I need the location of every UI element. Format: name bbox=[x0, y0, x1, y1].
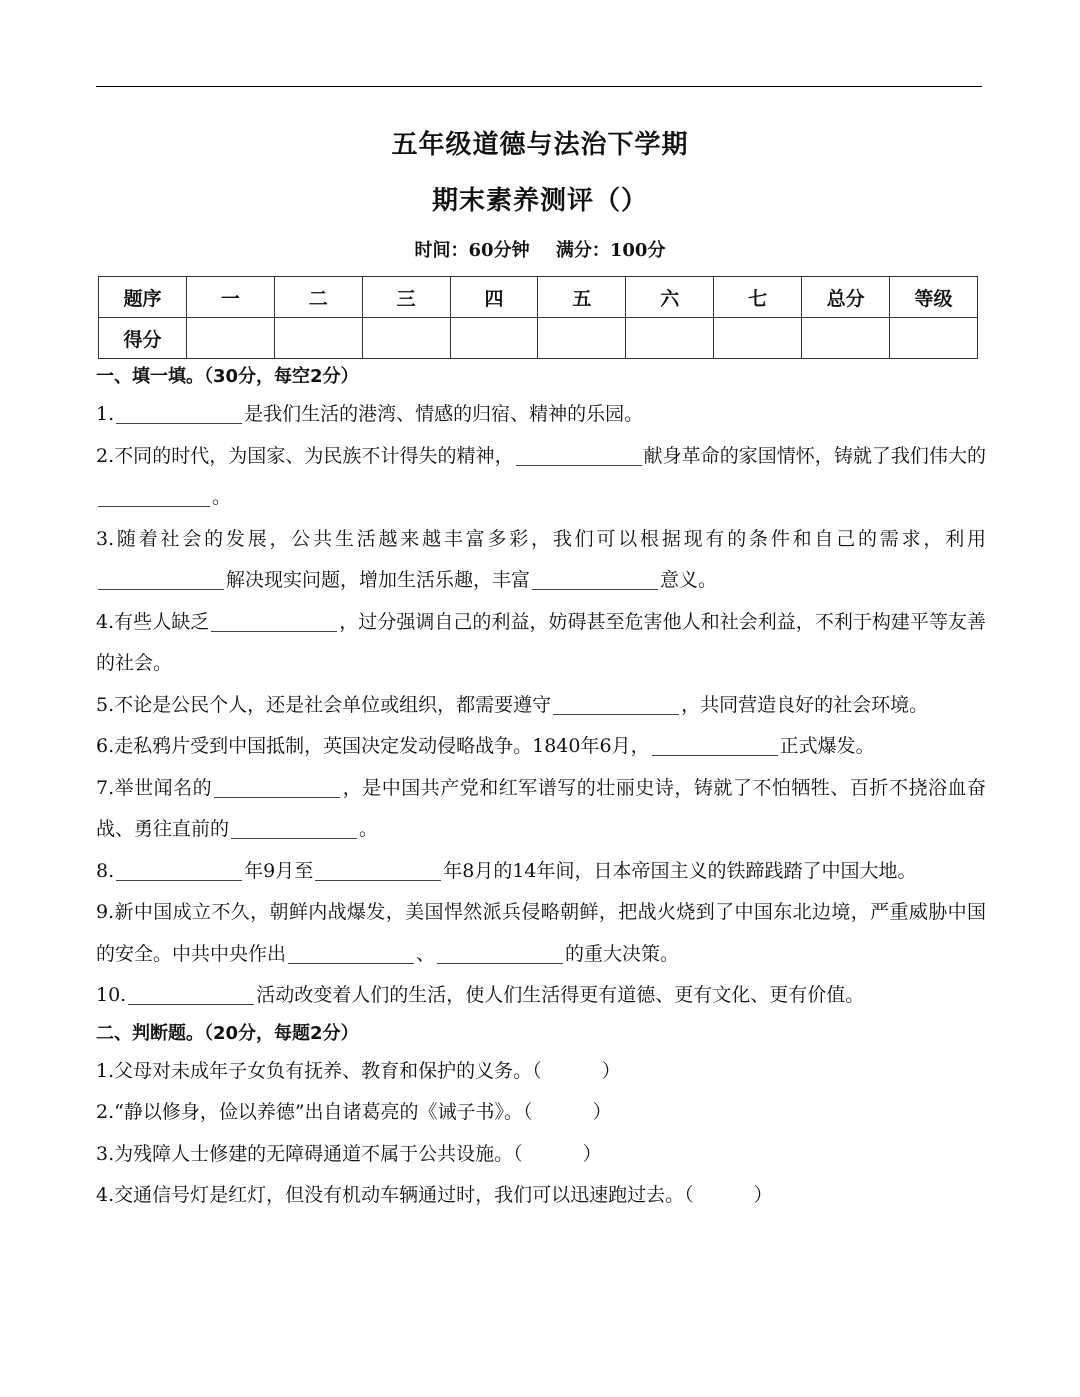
exam-content bbox=[96, 360, 986, 1217]
answer-blank[interactable] bbox=[211, 611, 337, 632]
question-6 bbox=[96, 726, 986, 768]
score-header-cell: 二 bbox=[274, 277, 362, 318]
page-subtitle: 期末素养测评（） bbox=[431, 186, 648, 216]
answer-blank[interactable] bbox=[315, 860, 441, 881]
question-3 bbox=[96, 519, 986, 602]
judge-text: 3.为残障人士修建的无障碍通道不属于公共设施。（ bbox=[96, 1142, 523, 1165]
score-input-cell[interactable] bbox=[626, 318, 714, 359]
score-input-cell[interactable] bbox=[450, 318, 538, 359]
judge-item bbox=[96, 1092, 986, 1134]
exam-meta bbox=[0, 236, 1080, 262]
judge-paren-close: ） bbox=[601, 1059, 621, 1082]
question-9 bbox=[96, 892, 986, 975]
score-input-cell[interactable] bbox=[802, 318, 890, 359]
judge-paren-close: ） bbox=[753, 1184, 773, 1206]
question-text: 的重大决策。 bbox=[565, 942, 680, 965]
question-text: 2.不同的时代，为国家、为民族不计得失的精神， bbox=[96, 444, 514, 467]
score-table-header-row bbox=[99, 277, 978, 318]
question-8 bbox=[96, 851, 986, 893]
judge-text: 1.父母对未成年子女负有抚养、教育和保护的义务。（ bbox=[96, 1059, 542, 1082]
question-text: 年8月的14年间，日本帝国主义的铁蹄践踏了中国大地。 bbox=[443, 859, 917, 882]
top-rule bbox=[96, 86, 982, 87]
section-heading-judge: 二、判断题。（20分，每题2分） bbox=[96, 1022, 359, 1044]
score-header-cell: 等级 bbox=[890, 277, 978, 318]
question-text: 3.随着社会的发展，公共生活越来越丰富多彩，我们可以根据现有的条件和自己的需求，利用 bbox=[96, 527, 986, 550]
answer-blank[interactable] bbox=[214, 777, 340, 798]
question-text: 6.走私鸦片受到中国抵制，英国决定发动侵略战争。1840年6月， bbox=[96, 735, 650, 757]
answer-blank[interactable] bbox=[128, 984, 254, 1005]
question-text: ，是中国共产党和红军谱写的壮丽史诗，铸就了不怕牺牲、百折不挠浴血奋战、勇往直前的 bbox=[96, 776, 986, 840]
answer-blank[interactable] bbox=[116, 403, 242, 424]
score-input-cell[interactable] bbox=[890, 318, 978, 359]
judge-item bbox=[96, 1051, 986, 1093]
judge-item bbox=[96, 1134, 986, 1176]
question-5 bbox=[96, 685, 986, 727]
question-text: 10. bbox=[96, 984, 127, 1006]
answer-blank[interactable] bbox=[532, 569, 658, 590]
score-header-cell: 一 bbox=[186, 277, 274, 318]
question-text: 7.举世闻名的 bbox=[96, 776, 213, 799]
question-text: 献身革命的家国情怀，铸就了我们伟大的 bbox=[643, 444, 986, 467]
answer-blank[interactable] bbox=[553, 694, 679, 715]
question-10 bbox=[96, 975, 986, 1017]
score-input-cell[interactable] bbox=[538, 318, 626, 359]
answer-blank[interactable] bbox=[652, 735, 778, 756]
page-title: 五年级道德与法治下学期 bbox=[391, 130, 689, 160]
question-text: 。 bbox=[212, 486, 232, 508]
score-input-cell[interactable] bbox=[362, 318, 450, 359]
score-header-cell: 总分 bbox=[802, 277, 890, 318]
judge-text: 4.交通信号灯是红灯，但没有机动车辆通过时，我们可以迅速跑过去。（ bbox=[96, 1184, 694, 1206]
answer-blank[interactable] bbox=[516, 445, 642, 466]
answer-blank[interactable] bbox=[288, 943, 414, 964]
question-text: 、 bbox=[416, 942, 436, 965]
question-text: 9.新中国成立不久，朝鲜内战爆发，美国悍然派兵侵略朝鲜，把战火烧到了中国东北边境，严重威胁中国的安全。中共中央作出 bbox=[96, 901, 986, 965]
score-row-label: 得分 bbox=[99, 318, 187, 359]
judge-text: 2.“静以修身，俭以养德”出自诸葛亮的《诫子书》。（ bbox=[96, 1101, 533, 1123]
question-2 bbox=[96, 436, 986, 519]
question-text: 年9月至 bbox=[244, 859, 314, 882]
score-header-cell: 四 bbox=[450, 277, 538, 318]
question-1 bbox=[96, 394, 986, 436]
question-text: 正式爆发。 bbox=[779, 735, 875, 757]
question-text: 意义。 bbox=[660, 569, 718, 591]
question-7 bbox=[96, 768, 986, 851]
score-header-cell: 五 bbox=[538, 277, 626, 318]
section-heading-fill: 一、填一填。（30分，每空2分） bbox=[96, 366, 359, 387]
score-table-score-row bbox=[99, 318, 978, 359]
score-input-cell[interactable] bbox=[714, 318, 802, 359]
judge-paren-close: ） bbox=[582, 1142, 602, 1165]
score-header-cell: 题序 bbox=[99, 277, 187, 318]
score-input-cell[interactable] bbox=[186, 318, 274, 359]
score-table bbox=[98, 276, 978, 359]
answer-blank[interactable] bbox=[98, 486, 210, 507]
judge-item bbox=[96, 1175, 986, 1217]
question-text: 解决现实问题，增加生活乐趣，丰富 bbox=[226, 569, 531, 591]
question-text: 。 bbox=[359, 818, 379, 840]
question-4 bbox=[96, 602, 986, 685]
question-text: 4.有些人缺乏 bbox=[96, 610, 210, 633]
question-text: ，过分强调自己的利益，妨碍甚至危害他人和社会利益，不利于构建平等友善的社会。 bbox=[96, 610, 986, 674]
answer-blank[interactable] bbox=[231, 818, 357, 839]
score-header-cell: 三 bbox=[362, 277, 450, 318]
question-text: ，共同营造良好的社会环境。 bbox=[681, 693, 929, 716]
question-text: 活动改变着人们的生活，使人们生活得更有道德、更有文化、更有价值。 bbox=[256, 984, 865, 1006]
question-text: 5.不论是公民个人，还是社会单位或组织，都需要遵守 bbox=[96, 693, 552, 716]
answer-blank[interactable] bbox=[437, 943, 563, 964]
score-header-cell: 六 bbox=[626, 277, 714, 318]
exam-full-score: 满分：100分 bbox=[555, 240, 666, 261]
question-text: 8. bbox=[96, 859, 115, 882]
score-header-cell: 七 bbox=[714, 277, 802, 318]
answer-blank[interactable] bbox=[98, 569, 224, 590]
judge-paren-close: ） bbox=[592, 1101, 612, 1123]
exam-time: 时间：60分钟 bbox=[414, 240, 530, 261]
question-text: 1. bbox=[96, 403, 115, 425]
answer-blank[interactable] bbox=[116, 860, 242, 881]
question-text: 是我们生活的港湾、情感的归宿、精神的乐园。 bbox=[244, 403, 644, 425]
score-input-cell[interactable] bbox=[274, 318, 362, 359]
